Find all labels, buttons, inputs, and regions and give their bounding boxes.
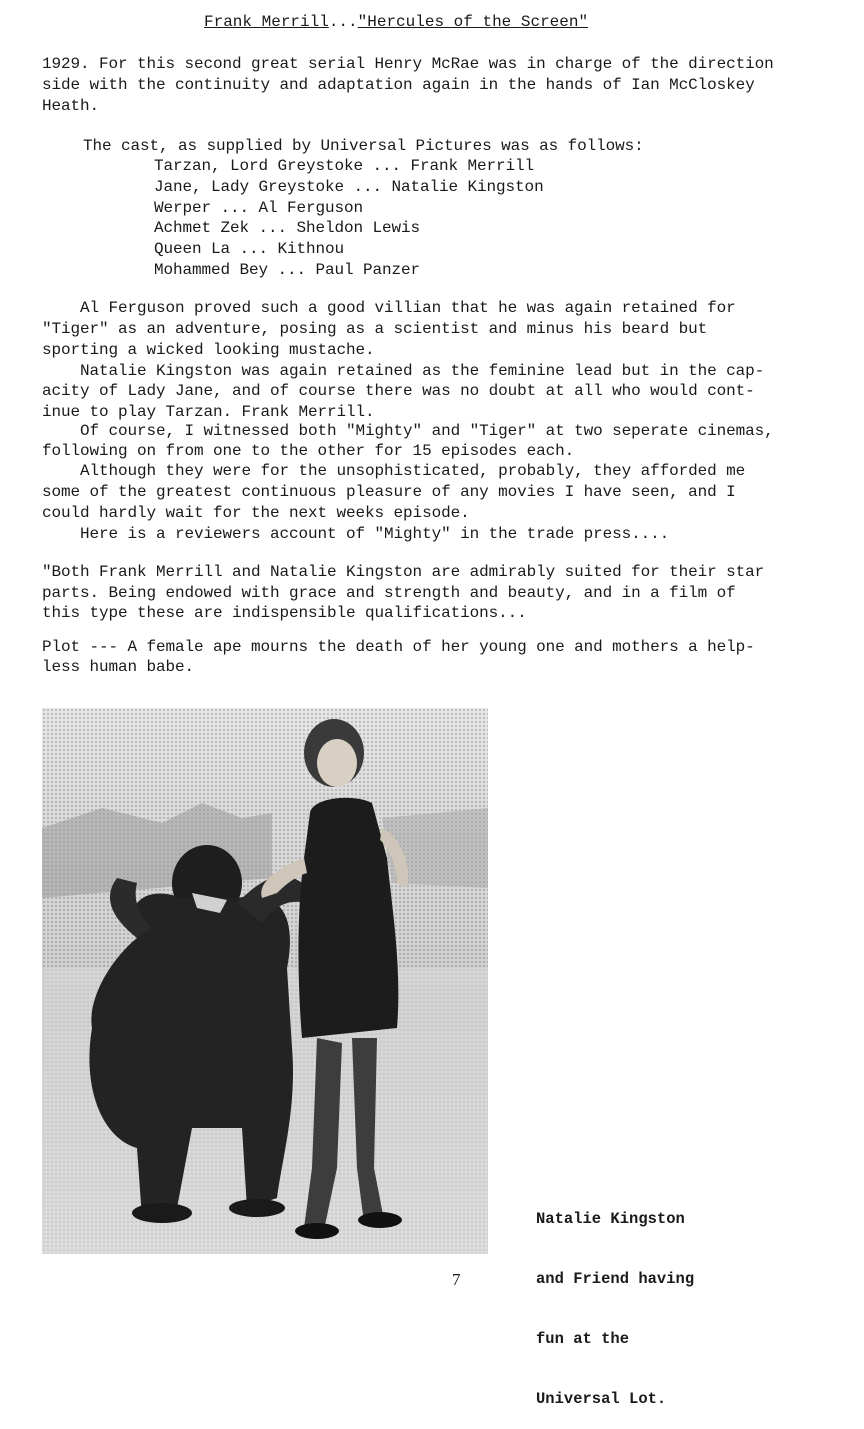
review-line: "Both Frank Merrill and Natalie Kingston are admirably suited for their star — [42, 563, 765, 581]
body-line: could hardly wait for the next weeks episode. — [42, 504, 470, 522]
cast-member: Achmet Zek ... Sheldon Lewis — [154, 219, 421, 237]
body-line: Natalie Kingston was again retained as the feminine lead but in the cap- — [42, 362, 765, 380]
photo-caption — [536, 1169, 694, 1429]
cast-member: Queen La ... Kithnou — [154, 240, 345, 258]
photo-illustration — [42, 708, 488, 1254]
cast-member: Werper ... Al Ferguson — [154, 199, 364, 217]
caption-line: and Friend having — [536, 1270, 695, 1288]
intro-line: Heath. — [42, 97, 100, 115]
plot-line: Plot --- A female ape mourns the death of her young one and mothers a help- — [42, 638, 755, 656]
review-line: this type these are indispensible qualifications... — [42, 604, 527, 622]
cast-member: Mohammed Bey ... Paul Panzer — [154, 261, 421, 279]
cast-member: Jane, Lady Greystoke ... Natalie Kingston — [154, 178, 544, 196]
body-line: sporting a wicked looking mustache. — [42, 341, 375, 359]
body-line: Of course, I witnessed both "Mighty" and "Tiger" at two seperate cinemas, — [42, 422, 774, 440]
caption-line: Natalie Kingston — [536, 1210, 685, 1228]
body-line: Although they were for the unsophisticated, probably, they afforded me — [42, 462, 746, 480]
body-line: following on from one to the other for 15 episodes each. — [42, 442, 575, 460]
body-line: some of the greatest continuous pleasure of any movies I have seen, and I — [42, 483, 736, 501]
body-line: "Tiger" as an adventure, posing as a scientist and minus his beard but — [42, 320, 708, 338]
title-separator: ... — [328, 13, 358, 31]
review-line: parts. Being endowed with grace and strength and beauty, and in a film of — [42, 584, 736, 602]
page-number: 7 — [452, 1270, 461, 1289]
photo — [42, 708, 488, 1254]
page-title — [204, 13, 588, 31]
cast-member: Tarzan, Lord Greystoke ... Frank Merrill — [154, 157, 535, 175]
intro-line: 1929. For this second great serial Henry McRae was in charge of the direction — [42, 55, 774, 73]
title-quote: "Hercules of the Screen" — [357, 13, 589, 31]
cast-lead: The cast, as supplied by Universal Pictures was as follows: — [83, 137, 644, 155]
body-line: Here is a reviewers account of "Mighty" in the trade press.... — [42, 525, 670, 543]
body-line: Al Ferguson proved such a good villian that he was again retained for — [42, 299, 736, 317]
plot-line: less human babe. — [42, 658, 195, 676]
intro-line: side with the continuity and adaptation again in the hands of Ian McCloskey — [42, 76, 755, 94]
body-line: inue to play Tarzan. Frank Merrill. — [42, 403, 375, 421]
body-line: acity of Lady Jane, and of course there was no doubt at all who would cont- — [42, 382, 755, 400]
caption-line: Universal Lot. — [536, 1390, 667, 1408]
caption-line: fun at the — [536, 1330, 630, 1348]
title-name: Frank Merrill — [204, 13, 329, 31]
